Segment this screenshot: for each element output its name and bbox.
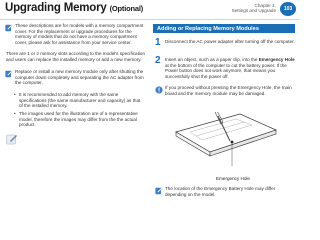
note-pencil-icon <box>155 187 163 195</box>
step2-text <box>165 57 295 79</box>
figure-label-emergency-hole: Emergency Hole <box>216 176 250 181</box>
warning-icon <box>155 86 163 94</box>
note-battery-hole-location: The location of the Emergency Battery Hole may differ depending on the model. <box>165 186 276 197</box>
header-divider <box>0 19 300 20</box>
page-title <box>5 2 143 14</box>
page-number-badge <box>280 2 296 16</box>
step-number: 1 <box>155 37 161 48</box>
note-pencil-icon <box>5 24 13 32</box>
laptop-bottom-illustration <box>170 112 280 174</box>
chapter-info <box>232 3 276 14</box>
body-memory-slots: There are 1 or 2 memory slots according to the model's specification and users can replace the installed memory or add a new memory. <box>6 51 146 62</box>
warning-emergency-hole: If you proceed without pressing the Emergency Hole, the main board and the memory module may be damaged. <box>165 85 292 96</box>
section-title: Adding or Replacing Memory Modules <box>157 25 259 32</box>
chapter-number: Chapter 4. <box>254 3 276 8</box>
page-title-suffix: (Optional) <box>109 4 144 13</box>
chapter-title: Settings and Upgrade <box>231 8 276 14</box>
page-number: 103 <box>283 6 293 12</box>
bullet-same-spec: • It is recommended to add memory with the same specifications (the same manufacturer and capacity) as that of the installed memory. <box>19 92 143 109</box>
section-header <box>153 24 295 33</box>
bullet-images-differ: • The images used for the illustration are of a representative model, therefore the images may differ from the the actual product. <box>19 111 143 128</box>
step2-text-part: at the bottom of the computer to cut the battery power. If the Power button does not work anymore, that means you successfully shut the power off. <box>165 62 287 79</box>
page-title-text: Upgrading Memory <box>5 2 107 14</box>
note-memory-cover: These descriptions are for models with a memory compartment cover. For the replacement or upgrade procedures for the memory of models that do not have a memory compartment cover, please ask for assistance from your service center. <box>15 23 144 45</box>
step-number: 2 <box>155 55 161 66</box>
emergency-hole-term: Emergency Hole <box>258 57 295 62</box>
step2-text-part: Insert an object, such as a paper clip, into the <box>165 57 259 62</box>
note-shutdown: Replace or install a new memory module only after shutting the computer down completely and separating the AC adapter from the computer. <box>15 69 144 86</box>
note-pencil-icon <box>5 70 13 78</box>
step1-text: Disconnect the AC power adapter after turning off the computer. <box>165 39 295 44</box>
note-pencil-icon <box>6 134 18 145</box>
page-header <box>0 0 300 20</box>
